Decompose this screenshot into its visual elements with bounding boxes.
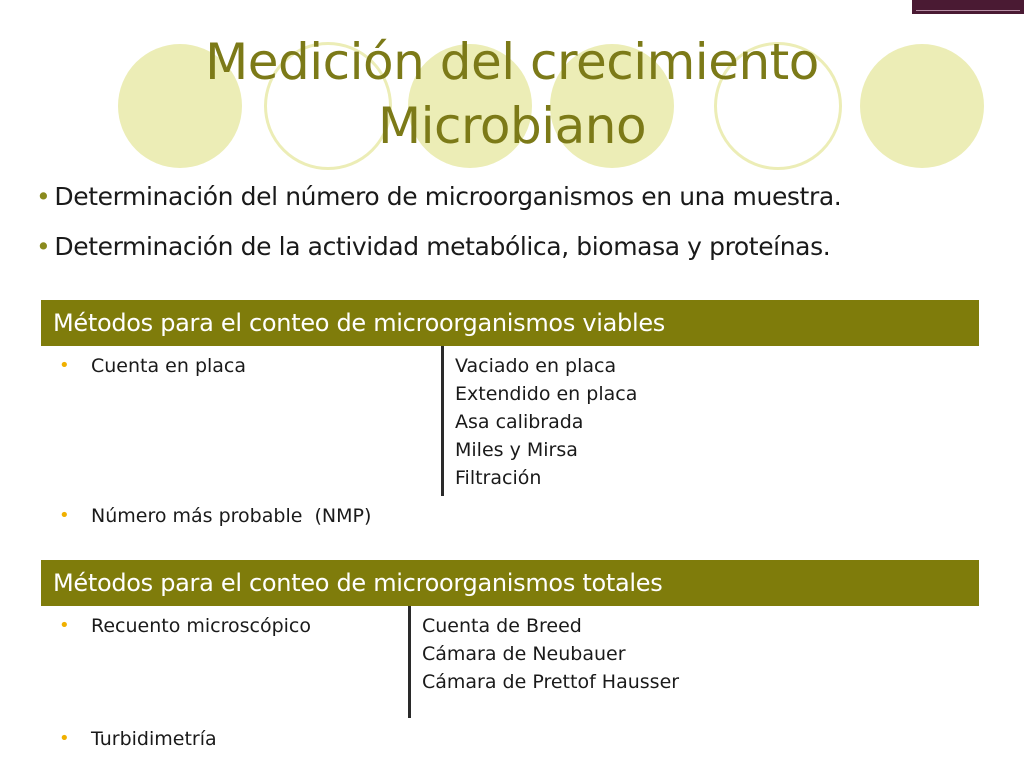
list-item-turbidimetria bbox=[59, 726, 217, 752]
title-line-2: Microbiano bbox=[377, 97, 647, 155]
method-item: Cuenta de Breed bbox=[422, 615, 582, 637]
title-line-1: Medición del crecimiento bbox=[205, 33, 819, 91]
method-item: Filtración bbox=[455, 467, 542, 489]
method-item: Asa calibrada bbox=[455, 411, 584, 433]
bullet-dot-icon: • bbox=[59, 615, 70, 636]
method-item: Extendido en placa bbox=[455, 383, 638, 405]
bullet-dot-icon: • bbox=[36, 232, 51, 261]
method-item: Vaciado en placa bbox=[455, 355, 617, 377]
bullet-dot-icon: • bbox=[59, 505, 70, 526]
slide-title bbox=[0, 30, 1024, 158]
bullet-text: Determinación de la actividad metabólica, biomasa y proteínas. bbox=[54, 232, 831, 261]
method-item: Cámara de Prettof Hausser bbox=[422, 671, 680, 693]
methods-list-cuenta-en-placa bbox=[455, 352, 637, 492]
methods-list-recuento-microscopico bbox=[422, 612, 679, 696]
bullet-dot-icon: • bbox=[36, 182, 51, 211]
section-header-viables: Métodos para el conteo de microorganismos viables bbox=[41, 300, 979, 346]
method-item: Cámara de Neubauer bbox=[422, 643, 626, 665]
method-item: Miles y Mirsa bbox=[455, 439, 578, 461]
item-label: Recuento microscópico bbox=[91, 615, 312, 637]
bullet-list bbox=[36, 181, 1006, 281]
list-item-nmp bbox=[59, 503, 372, 529]
bullet-dot-icon: • bbox=[59, 728, 70, 749]
item-label: Turbidimetría bbox=[91, 728, 217, 750]
section-header-totales: Métodos para el conteo de microorganismos totales bbox=[41, 560, 979, 606]
bullet-text: Determinación del número de microorganismos en una muestra. bbox=[54, 182, 842, 211]
corner-tab-decoration bbox=[912, 0, 1024, 14]
bullet-dot-icon: • bbox=[59, 355, 70, 376]
list-item-cuenta-en-placa bbox=[59, 353, 247, 379]
item-label: Cuenta en placa bbox=[91, 355, 247, 377]
item-label: Número más probable (NMP) bbox=[91, 505, 372, 527]
divider-line bbox=[408, 606, 411, 718]
bullet-item bbox=[36, 231, 1006, 263]
divider-line bbox=[441, 346, 444, 496]
bullet-item bbox=[36, 181, 1006, 213]
list-item-recuento-microscopico bbox=[59, 613, 312, 639]
